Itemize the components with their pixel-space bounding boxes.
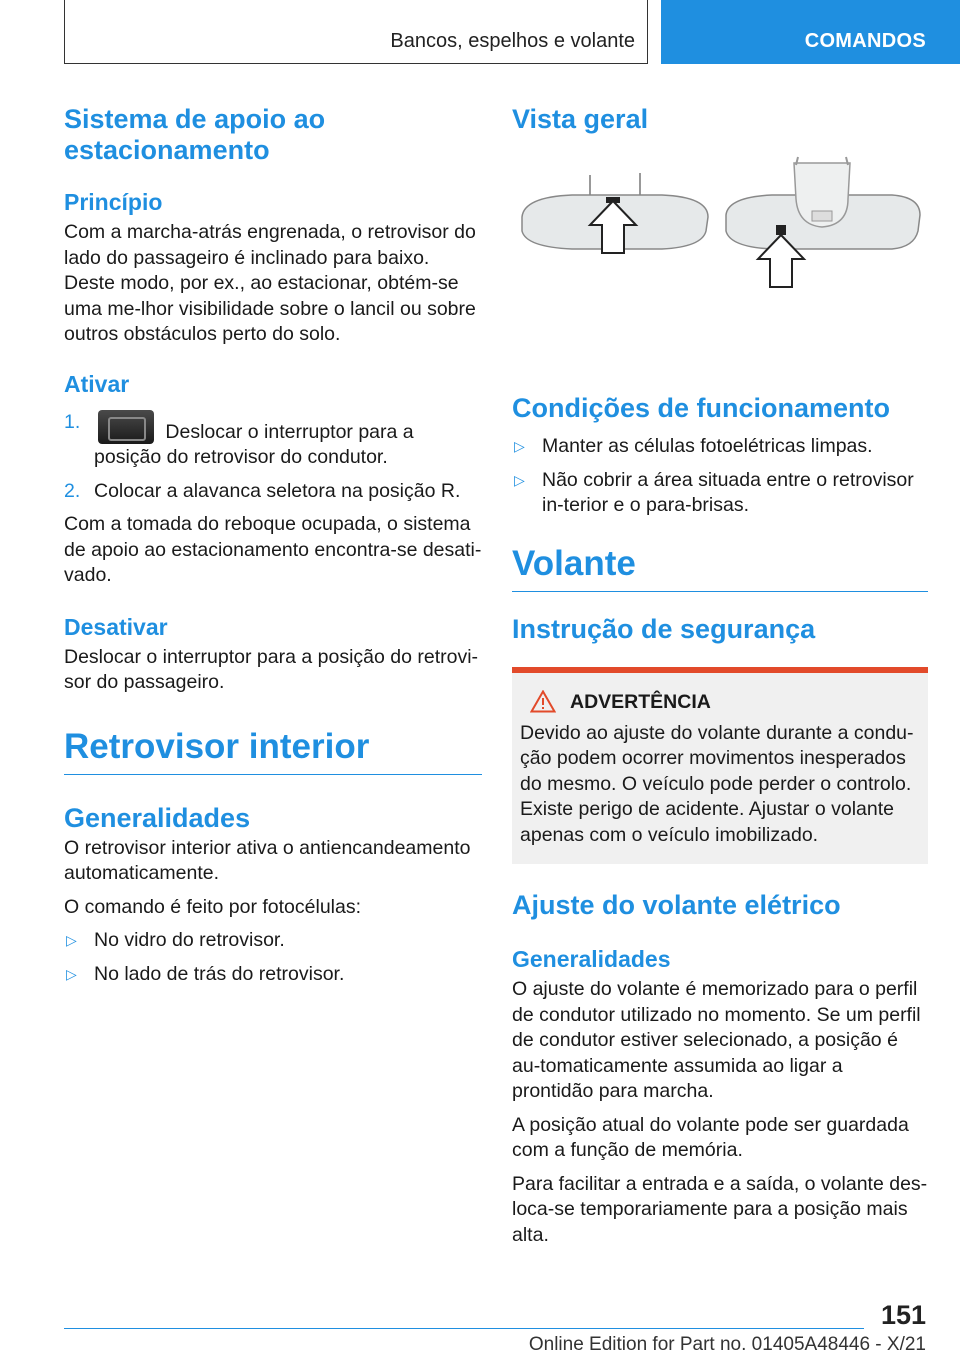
ativar-step-2 <box>64 479 482 505</box>
step-text: Colocar a alavanca seletora na posição R. <box>94 479 461 502</box>
desativar-text: Deslocar o interruptor para a posição do retrovi-sor do passageiro. <box>64 645 479 693</box>
retrovisor-title: Retrovisor interior <box>64 726 370 766</box>
warning-label: ADVERTÊNCIA <box>570 690 711 713</box>
mirror-switch-image <box>98 410 154 444</box>
ativar-steps <box>64 410 482 505</box>
list-item-text: No vidro do retrovisor. <box>94 929 285 951</box>
list-item <box>512 434 928 460</box>
header-chapter-title: COMANDOS <box>804 30 926 52</box>
mirror-overview-figure <box>512 155 928 393</box>
ajuste-paragraph-1: O ajuste do volante é memorizado para o perfil de condutor utilizado no momento. Se um perfil de condutor estiver selecionado, a posição é au-tomaticamente assumida ao ligar a prontidão para marcha. <box>512 978 921 1102</box>
bullet-triangle-icon: ▷ <box>514 471 525 488</box>
footer-edition: Online Edition for Part no. 01405A48446 - X/21 <box>528 1334 926 1355</box>
volante-title-block <box>512 543 928 592</box>
mirror-illustration <box>512 155 928 315</box>
list-item <box>64 928 482 954</box>
ativar-heading: Ativar <box>64 370 130 397</box>
list-item-text: No lado de trás do retrovisor. <box>94 962 345 985</box>
page-number: 151 <box>880 1300 926 1330</box>
principio-text: Com a marcha-atrás engrenada, o retrovisor do lado do passageiro é inclinado para baixo. Deste modo, por ex., ao estacionar, obtém-se uma me-lhor visibilidade sobre o lancil ou sobre outros obstáculos perto do solo. <box>64 221 476 345</box>
list-item <box>512 468 928 519</box>
bullet-triangle-icon: ▷ <box>66 932 77 948</box>
list-item-text: Manter as células fotoelétricas limpas. <box>542 435 873 457</box>
warning-box <box>512 667 928 865</box>
header-chapter-tab <box>661 0 960 64</box>
header-section-title: Bancos, espelhos e volante <box>390 30 635 52</box>
condicoes-heading: Condições de funcionamento <box>512 393 891 423</box>
generalidades-heading: Generalidades <box>64 802 251 833</box>
ativar-note: Com a tomada do reboque ocupada, o sistema de apoio ao estacionamento encontra-se desati-vado. <box>64 513 482 586</box>
seguranca-heading: Instrução de segurança <box>512 613 816 644</box>
warning-text: Devido ao ajuste do volante durante a condu-ção podem ocorrer movimentos inesperados do mesmo. O veículo pode perder o controlo. Existe perigo de acidente. Ajustar o volante apenas com o veículo imobilizado. <box>520 721 914 846</box>
generalidades-text-2: O comando é feito por fotocélulas: <box>64 895 362 918</box>
condicoes-list <box>512 434 928 519</box>
list-item <box>64 962 482 988</box>
park-assist-title: Sistema de apoio ao estacionamento <box>64 104 326 165</box>
desativar-heading: Desativar <box>64 613 168 640</box>
warning-title <box>520 689 920 715</box>
ajuste-generalidades-heading: Generalidades <box>512 946 671 972</box>
bullet-triangle-icon: ▷ <box>66 965 77 982</box>
volante-title: Volante <box>512 543 636 583</box>
generalidades-text-1: O retrovisor interior ativa o antiencandeamento automaticamente. <box>64 836 471 884</box>
bullet-triangle-icon: ▷ <box>514 438 525 454</box>
principio-heading: Princípio <box>64 189 163 215</box>
ajuste-heading: Ajuste do volante elétrico <box>512 890 841 920</box>
footer-divider <box>64 1328 864 1329</box>
ajuste-paragraph-3: Para facilitar a entrada e a saída, o volante des-loca-se temporariamente para a posição mais alta. <box>512 1172 928 1246</box>
right-column <box>512 100 928 1248</box>
ativar-step-1 <box>64 410 482 471</box>
header-section-box <box>64 0 648 64</box>
ajuste-paragraph-2: A posição atual do volante pode ser guardada com a função de memória. <box>512 1113 909 1161</box>
step-text: Deslocar o interruptor para a posição do retrovisor do condutor. <box>94 420 414 468</box>
retrovisor-title-block <box>64 726 482 775</box>
list-item-text: Não cobrir a área situada entre o retrovisor in-terior e o para-brisas. <box>542 468 914 516</box>
photocell-list <box>64 928 482 987</box>
step-number: 1. <box>64 410 81 433</box>
step-number: 2. <box>64 479 81 502</box>
vista-geral-heading: Vista geral <box>512 104 649 134</box>
warning-triangle-icon <box>530 690 556 713</box>
left-column <box>64 100 482 987</box>
